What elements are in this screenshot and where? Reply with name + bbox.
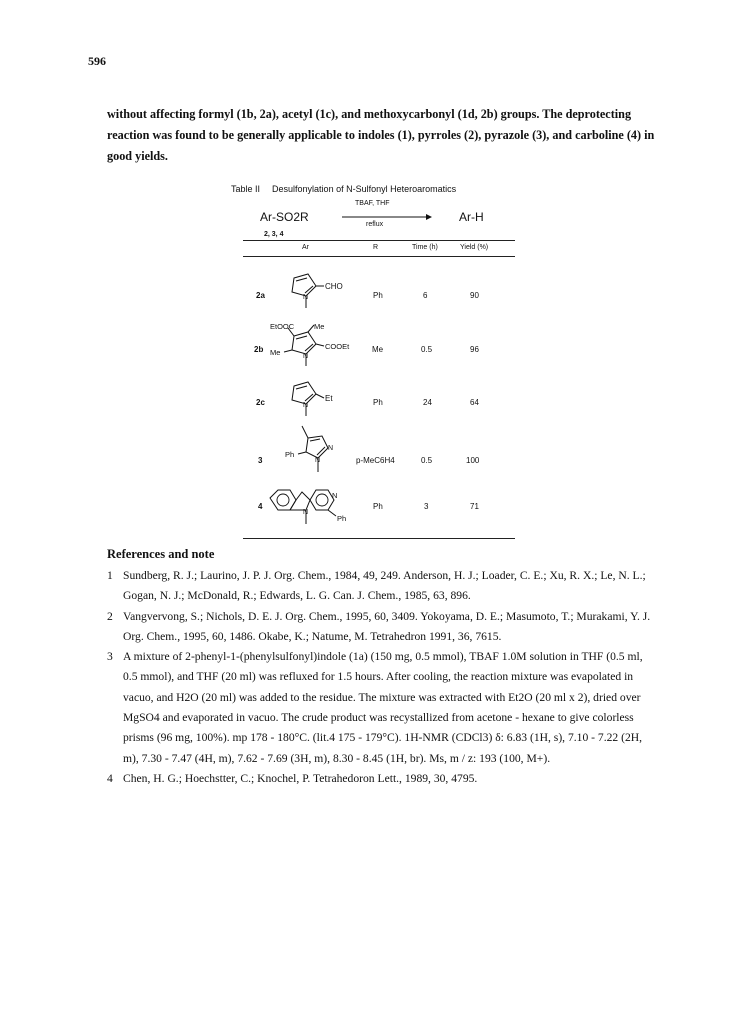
pyrazole-icon bbox=[284, 424, 354, 476]
table-rule-header bbox=[243, 256, 515, 257]
reference-text: Chen, H. G.; Hoechstter, C.; Knochel, P. Tetrahedoron Lett., 1989, 30, 4795. bbox=[123, 771, 478, 785]
reaction-scheme bbox=[231, 196, 521, 242]
struct-label: N bbox=[315, 457, 321, 464]
header-r: R bbox=[373, 244, 379, 251]
row-yield: 90 bbox=[470, 291, 479, 300]
row-id: 2a bbox=[256, 291, 265, 300]
table-caption-label: Table II bbox=[231, 184, 261, 194]
pyrrole-2-carbaldehyde-icon bbox=[282, 270, 362, 312]
references-heading: References and note bbox=[107, 547, 215, 561]
scheme-conditions-above: TBAF, THF bbox=[355, 200, 390, 207]
struct-label: N bbox=[303, 294, 309, 301]
reaction-arrow-icon bbox=[342, 212, 432, 222]
reference-text: A mixture of 2-phenyl-1-(phenylsulfonyl)indole (1a) (150 mg, 0.5 mmol), TBAF 1.0M solution in THF (0.5 ml, 0.5 mmol), and THF (20 ml) was refluxed for 1.5 hours. After cooling, the reaction mixture was evapolated in vacuo, and H2O (20 ml) was added to the residue. The mixture was extracted with Et2O (20 ml x 2), dried over MgSO4 and evaporated in vacuo. The crude product was recystallized from acetone - hexane to give colorless prisms (96 mg, 100%). mp 178 - 180°C. (lit.4 175 - 179°C). 1H-NMR (CDCl3) δ: 6.83 (1H, s), 7.10 - 7.22 (2H, m), 7.30 - 7.47 (4H, m), 7.62 - 7.69 (3H, m), 8.30 - 8.45 (1H, br). Ms, m / z: 193 (100, M+). bbox=[123, 650, 643, 765]
row-r: Me bbox=[372, 345, 384, 354]
reference-number: 4 bbox=[107, 771, 113, 785]
reference-item bbox=[107, 769, 655, 789]
reference-item bbox=[107, 647, 655, 769]
struct-label: COOEt bbox=[325, 342, 350, 351]
row-yield: 71 bbox=[470, 502, 479, 511]
references-list bbox=[107, 566, 655, 789]
struct-label: N bbox=[332, 491, 338, 500]
table-rule-bottom bbox=[243, 538, 515, 539]
intro-paragraph bbox=[107, 104, 655, 167]
struct-label: Ph bbox=[285, 450, 295, 459]
struct-label: N bbox=[303, 402, 309, 409]
struct-label: Me bbox=[270, 348, 281, 357]
reference-number: 1 bbox=[107, 569, 113, 582]
row-time: 24 bbox=[423, 398, 432, 407]
reference-number: 2 bbox=[107, 609, 113, 623]
struct-label: Me bbox=[314, 322, 325, 331]
struct-label: Et bbox=[325, 394, 333, 403]
row-id: 3 bbox=[258, 456, 263, 465]
header-ar: Ar bbox=[302, 244, 309, 251]
scheme-reactant-numbers: 2, 3, 4 bbox=[264, 231, 284, 238]
reference-text: Sundberg, R. J.; Laurino, J. P. J. Org. Chem., 1984, 49, 249. Anderson, H. J.; Loader, C. E.; Xu, R. X.; Le, N. L.; Gogan, N. J.; McDonald, R.; Edwards, L. G. Can. J. Chem., 1985, 63, 896. bbox=[123, 569, 646, 603]
reference-text: Vangvervong, S.; Nichols, D. E. J. Org. Chem., 1995, 60, 3409. Yokoyama, D. E.; Masumoto, T.; Murakami, Y. J. Org. Chem., 1995, 60, 1486. Okabe, K.; Natume, M. Tetrahedron 1991, 36, 7615. bbox=[123, 609, 651, 643]
row-yield: 100 bbox=[466, 456, 480, 465]
row-id: 4 bbox=[258, 502, 263, 511]
reference-item bbox=[107, 607, 655, 648]
struct-label: N bbox=[328, 445, 334, 452]
struct-label: CHO bbox=[325, 282, 343, 291]
row-id: 2c bbox=[256, 398, 265, 407]
intro-text: without affecting formyl (1b, 2a), acetyl (1c), and methoxycarbonyl (1d, 2b) groups. The deprotecting reaction was found to be generally applicable to indoles (1), pyrroles (2), pyrazole (3), and carboline (4) in good yields. bbox=[107, 107, 655, 163]
scheme-conditions-below: reflux bbox=[366, 221, 384, 228]
scheme-reactant: Ar-SO2R bbox=[260, 210, 309, 224]
row-time: 0.5 bbox=[421, 345, 433, 354]
reference-number: 3 bbox=[107, 650, 113, 664]
row-id: 2b bbox=[254, 345, 264, 354]
row-time: 0.5 bbox=[421, 456, 433, 465]
row-r: Ph bbox=[373, 502, 383, 511]
pyrrole-triester-icon bbox=[266, 318, 366, 368]
header-time: Time (h) bbox=[412, 244, 438, 251]
table-caption bbox=[231, 184, 456, 194]
struct-label: Ph bbox=[337, 514, 347, 523]
row-time: 3 bbox=[424, 502, 429, 511]
reference-item bbox=[107, 566, 655, 607]
header-yield: Yield (%) bbox=[460, 244, 489, 251]
struct-label: N bbox=[303, 509, 309, 516]
scheme-product: Ar-H bbox=[459, 210, 484, 224]
table-rule-top bbox=[243, 240, 515, 241]
row-r: Ph bbox=[373, 398, 383, 407]
row-yield: 96 bbox=[470, 345, 479, 354]
row-time: 6 bbox=[423, 291, 428, 300]
row-r: Ph bbox=[373, 291, 383, 300]
struct-label: EtOOC bbox=[270, 322, 295, 331]
table-caption-title: Desulfonylation of N-Sulfonyl Heteroaromatics bbox=[272, 184, 457, 194]
row-r: p-MeC6H4 bbox=[356, 456, 395, 465]
page-number: 596 bbox=[88, 54, 106, 68]
carboline-icon bbox=[264, 482, 364, 530]
struct-label: N bbox=[303, 353, 309, 360]
2-ethylpyrrole-icon bbox=[282, 378, 352, 420]
row-yield: 64 bbox=[470, 398, 479, 407]
